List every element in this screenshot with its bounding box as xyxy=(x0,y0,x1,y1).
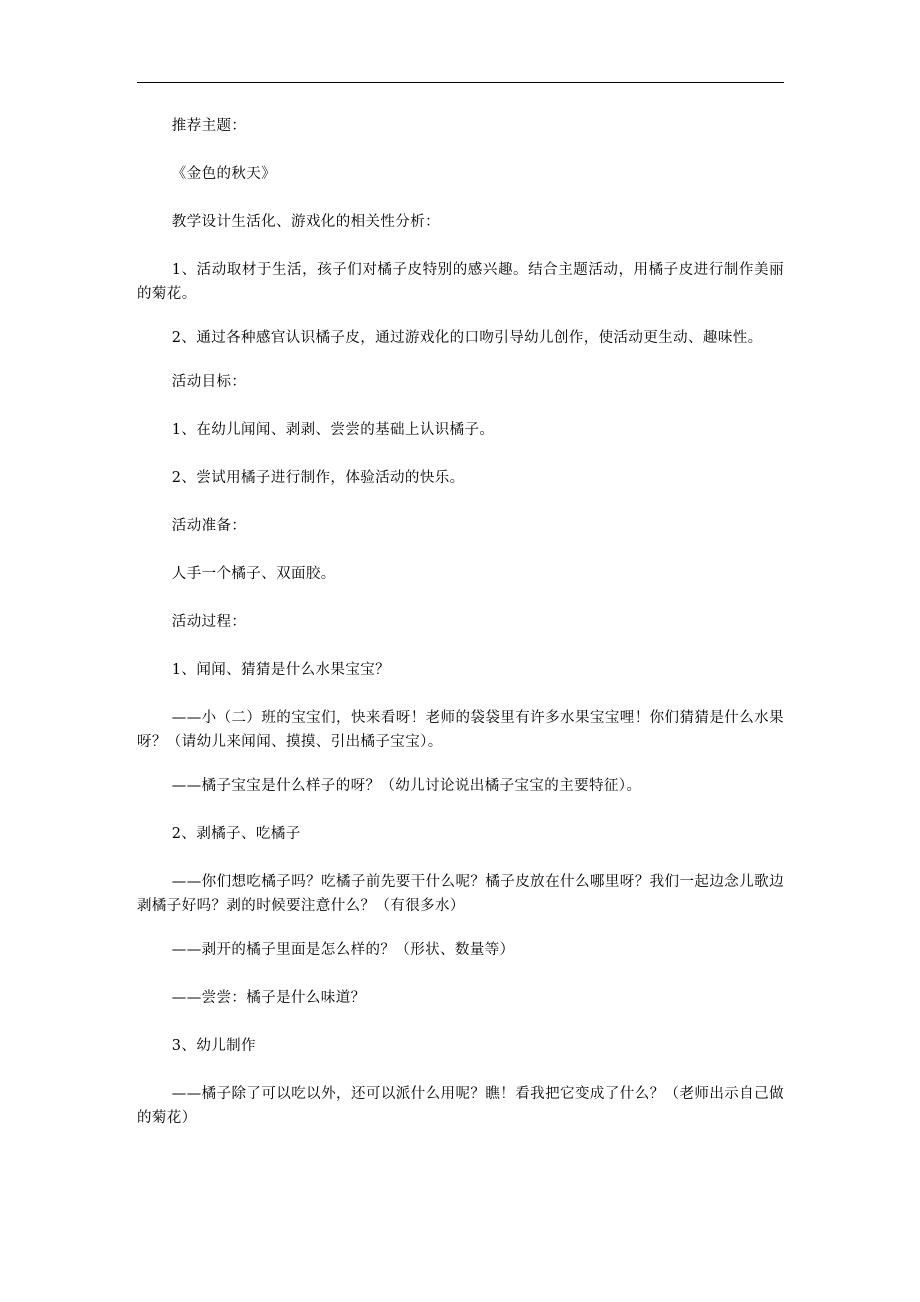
para-preparation-heading: 活动准备： xyxy=(171,518,247,534)
para-step-3-heading: 3、幼儿制作 xyxy=(171,1038,256,1054)
para-preparation: 人手一个橘子、双面胶。 xyxy=(171,566,336,582)
para-analysis-2: 2、通过各种感官认识橘子皮，通过游戏化的口吻引导幼儿创作，使活动更生动、趣味性。 xyxy=(171,330,763,346)
para-goal-2: 2、尝试用橘子进行制作，体验活动的快乐。 xyxy=(171,470,465,486)
header-rule xyxy=(137,82,784,83)
para-step-1-dialogue-1: ——小（二）班的宝宝们，快来看呀！老师的袋袋里有许多水果宝宝哩！你们猜猜是什么水果呀？（请幼儿来闻闻、摸摸、引出橘子宝宝）。 xyxy=(137,710,784,750)
para-goal-1: 1、在幼儿闻闻、剥剥、尝尝的基础上认识橘子。 xyxy=(171,422,495,438)
para-recommended-theme-label: 推荐主题： xyxy=(171,118,247,134)
para-step-2-heading: 2、剥橘子、吃橘子 xyxy=(171,826,301,842)
para-theme-title: 《金色的秋天》 xyxy=(171,166,277,182)
document-body xyxy=(137,114,784,1130)
para-goals-heading: 活动目标： xyxy=(171,374,247,390)
para-step-2-dialogue-2: ——剥开的橘子里面是怎么样的？（形状、数量等） xyxy=(171,942,515,958)
para-step-1-dialogue-2: ——橘子宝宝是什么样子的呀？（幼儿讨论说出橘子宝宝的主要特征）。 xyxy=(171,778,642,794)
para-step-2-dialogue-3: ——尝尝：橘子是什么味道？ xyxy=(171,990,366,1006)
para-analysis-heading: 教学设计生活化、游戏化的相关性分析： xyxy=(171,214,440,230)
para-step-2-dialogue-1: ——你们想吃橘子吗？吃橘子前先要干什么呢？橘子皮放在什么哪里呀？我们一起边念儿歌边剥橘子好吗？剥的时候要注意什么？（有很多水） xyxy=(137,874,784,914)
para-process-heading: 活动过程： xyxy=(171,614,247,630)
para-analysis-1: 1、活动取材于生活，孩子们对橘子皮特别的感兴趣。结合主题活动，用橘子皮进行制作美丽的菊花。 xyxy=(137,262,784,302)
para-step-3-dialogue-1: ——橘子除了可以吃以外，还可以派什么用呢？瞧！看我把它变成了什么？（老师出示自己做的菊花） xyxy=(137,1086,784,1126)
para-step-1-heading: 1、闻闻、猜猜是什么水果宝宝？ xyxy=(171,662,391,678)
